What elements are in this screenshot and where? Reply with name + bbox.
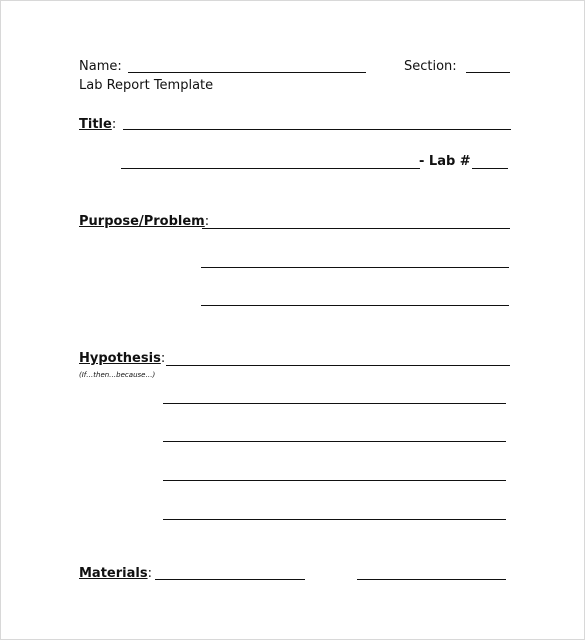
section-label: Section: (404, 59, 457, 74)
hypothesis-label-group (79, 351, 165, 367)
section-field[interactable] (466, 57, 510, 73)
hypothesis-underline-4 (163, 480, 506, 481)
hypothesis-field-1[interactable] (166, 350, 510, 366)
lab-number-underline (472, 168, 508, 169)
materials-label-group (79, 566, 152, 582)
hypothesis-colon: : (160, 351, 166, 366)
document-subtitle: Lab Report Template (79, 78, 214, 93)
title-colon: : (111, 117, 117, 132)
hypothesis-field-5[interactable] (163, 504, 506, 520)
purpose-field-1[interactable] (202, 213, 510, 229)
purpose-underline-2 (201, 267, 509, 268)
title-label: Title (79, 117, 112, 132)
purpose-underline-3 (201, 305, 509, 306)
title-field-1[interactable] (123, 115, 511, 131)
hypothesis-field-4[interactable] (163, 465, 506, 481)
hypothesis-field-2[interactable] (163, 388, 506, 404)
materials-field-2[interactable] (357, 564, 506, 580)
hypothesis-underline-5 (163, 519, 506, 520)
materials-underline-2 (357, 579, 506, 580)
purpose-field-3[interactable] (201, 290, 509, 306)
purpose-underline-1 (202, 228, 510, 229)
purpose-colon: : (204, 214, 210, 229)
materials-label: Materials (79, 566, 148, 581)
hypothesis-hint: (If…then…because…) (79, 371, 156, 379)
hypothesis-field-3[interactable] (163, 426, 506, 442)
purpose-label: Purpose/Problem (79, 214, 205, 229)
hypothesis-underline-2 (163, 403, 506, 404)
hypothesis-underline-3 (163, 441, 506, 442)
hypothesis-underline-1 (166, 365, 510, 366)
title-label-group (79, 117, 116, 133)
name-label: Name: (79, 59, 122, 74)
name-field[interactable] (128, 57, 366, 73)
lab-number-label: - Lab # (419, 154, 471, 169)
hypothesis-label: Hypothesis (79, 351, 161, 366)
title-underline-1 (123, 129, 511, 130)
purpose-field-2[interactable] (201, 252, 509, 268)
purpose-label-group (79, 214, 209, 230)
materials-colon: : (147, 566, 152, 581)
materials-underline-1 (155, 579, 305, 580)
lab-number-field[interactable] (472, 153, 508, 169)
title-field-2[interactable] (121, 153, 420, 169)
title-underline-2 (121, 168, 420, 169)
section-underline (466, 72, 510, 73)
materials-field-1[interactable] (155, 564, 305, 580)
name-underline (128, 72, 366, 73)
